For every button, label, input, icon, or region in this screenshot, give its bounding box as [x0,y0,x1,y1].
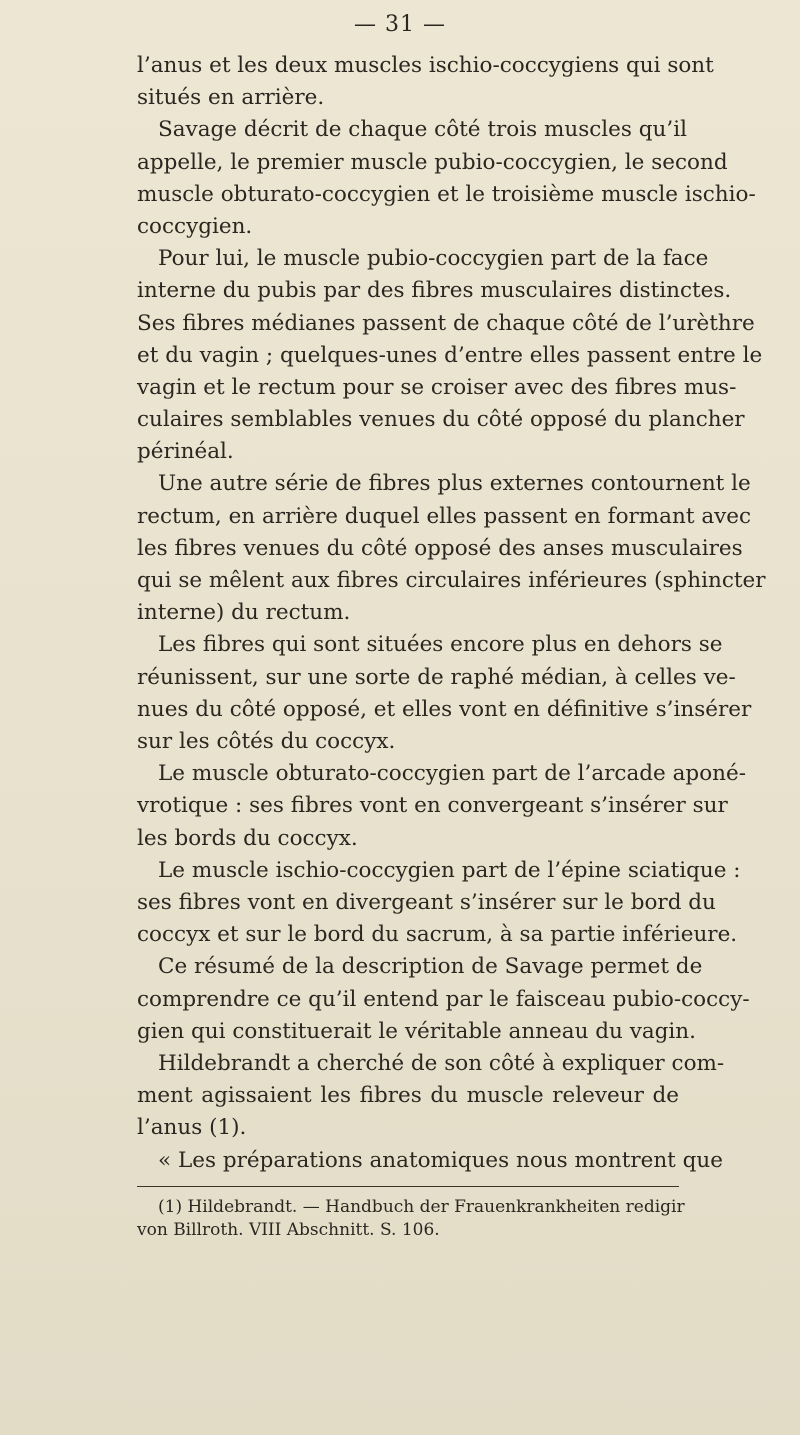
text-line: gien qui constituerait le véritable anneau du vagin. [137,1019,696,1044]
text-line: périnéal. [137,439,234,464]
text-line: les fibres venues du côté opposé des anses musculaires [137,536,743,561]
text-line: les bords du coccyx. [137,826,358,851]
text-line: qui se mêlent aux fibres circulaires inférieures (sphincter [137,568,766,593]
text-line: situés en arrière. [137,85,325,110]
footnote-rule [137,1186,679,1187]
footnote-line: (1) Hildebrandt. — Handbuch der Frauenkrankheiten redigir [158,1197,685,1217]
text-line: interne du pubis par des fibres musculaires distinctes. [137,278,732,303]
page-number: — 31 — [354,12,446,37]
text-line: Hildebrandt a cherché de son côté à expliquer com- [158,1051,725,1076]
text-line: vrotique : ses fibres vont en convergeant s’insérer sur [137,793,728,818]
text-line: Le muscle obturato-coccygien part de l’arcade aponé- [158,761,746,786]
text-line: appelle, le premier muscle pubio-coccygien, le second [137,150,728,175]
text-line: vagin et le rectum pour se croiser avec des fibres mus- [137,375,737,400]
text-line: interne) du rectum. [137,600,351,625]
text-line: Le muscle ischio-coccygien part de l’épine sciatique : [158,858,741,883]
text-line: réunissent, sur une sorte de raphé médian, à celles ve- [137,665,736,690]
text-line: coccyx et sur le bord du sacrum, à sa partie inférieure. [137,922,738,947]
text-line: Une autre série de fibres plus externes contournent le [158,471,751,496]
text-line: muscle obturato-coccygien et le troisième muscle ischio- [137,182,756,207]
text-line: Ce résumé de la description de Savage permet de [158,954,703,979]
text-line: comprendre ce qu’il entend par le faisceau pubio-coccy- [137,987,750,1012]
text-line: ment agissaient les fibres du muscle releveur de [137,1083,679,1108]
text-line: ses fibres vont en divergeant s’insérer sur le bord du [137,890,716,915]
footnote-line: von Billroth. VIII Abschnitt. S. 106. [137,1220,440,1240]
text-line: l’anus et les deux muscles ischio-coccygiens qui sont [137,53,714,78]
text-line: Les fibres qui sont situées encore plus en dehors se [158,632,723,657]
text-line: l’anus (1). [137,1115,247,1140]
text-line: coccygien. [137,214,253,239]
text-line: Pour lui, le muscle pubio-coccygien part de la face [158,246,709,271]
text-line: sur les côtés du coccyx. [137,729,396,754]
text-line: nues du côté opposé, et elles vont en définitive s’insérer [137,697,752,722]
text-line: Savage décrit de chaque côté trois muscles qu’il [158,117,687,142]
text-line: et du vagin ; quelques-unes d’entre elles passent entre le [137,343,763,368]
text-line: « Les préparations anatomiques nous montrent que [158,1148,723,1173]
text-line: rectum, en arrière duquel elles passent en formant avec [137,504,752,529]
text-line: culaires semblables venues du côté opposé du plancher [137,407,745,432]
text-line: Ses fibres médianes passent de chaque côté de l’urèthre [137,311,755,336]
